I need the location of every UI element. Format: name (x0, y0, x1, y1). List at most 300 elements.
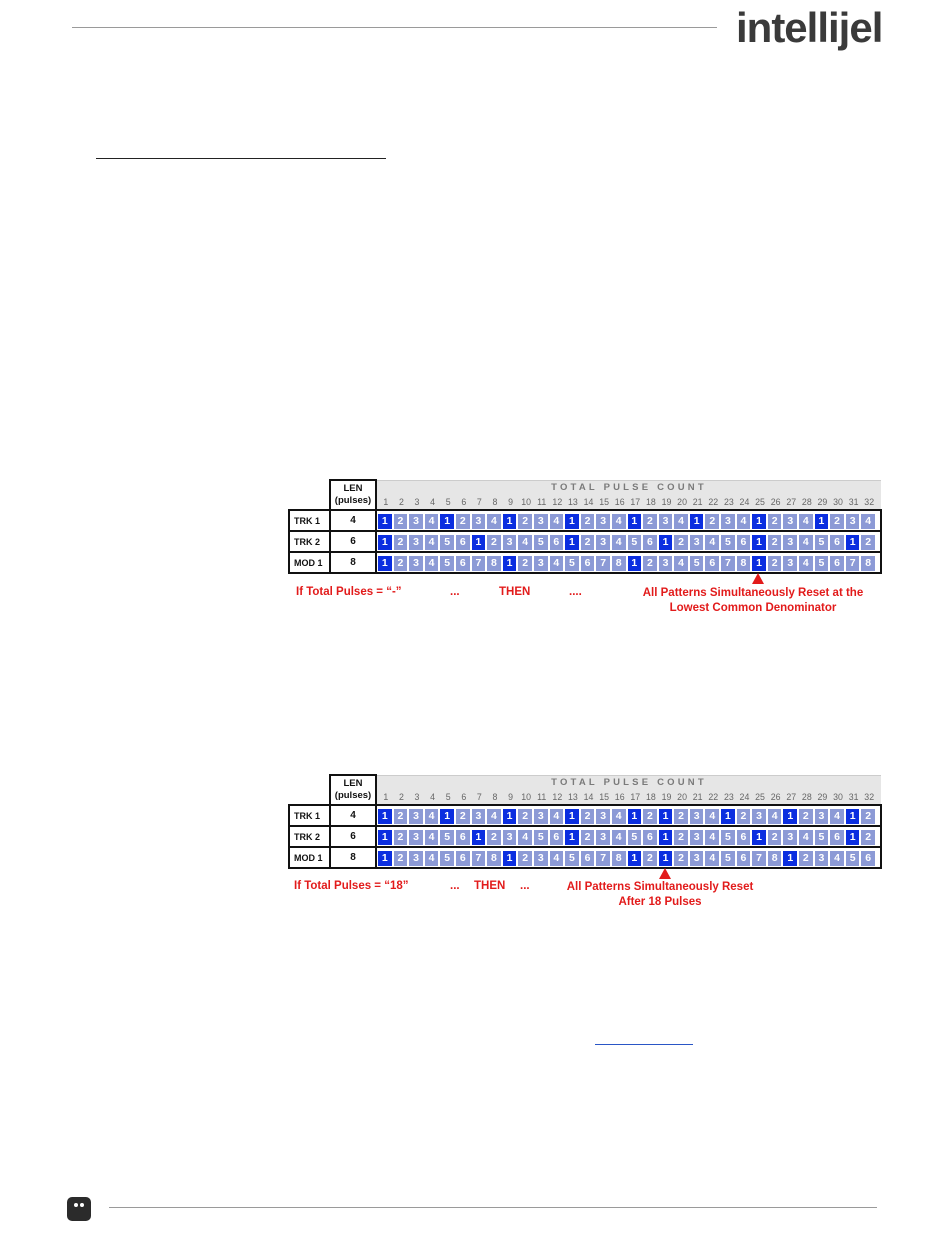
track-row (289, 826, 881, 847)
step-cell: 4 (612, 809, 626, 824)
pulse-number: 32 (864, 792, 875, 802)
step-cell: 5 (690, 556, 704, 571)
step-cell: 6 (581, 851, 595, 866)
pulse-number: 26 (770, 497, 781, 507)
step-cell: 5 (440, 535, 454, 550)
step-cell: 3 (783, 535, 797, 550)
step-cell: 2 (674, 851, 688, 866)
pulse-number: 11 (537, 497, 547, 507)
step-cell: 1 (846, 809, 860, 824)
step-cell: 3 (409, 809, 423, 824)
step-cell: 2 (705, 514, 719, 529)
pulse-grid-table (288, 479, 882, 574)
pulse-number: 21 (692, 497, 703, 507)
step-cell: 1 (659, 851, 673, 866)
track-length: 8 (330, 552, 376, 573)
step-cell: 8 (861, 556, 875, 571)
step-cell: 4 (425, 809, 439, 824)
step-cell: 3 (690, 809, 704, 824)
pulse-number: 20 (677, 792, 687, 802)
step-cell: 4 (550, 556, 564, 571)
step-cell: 1 (503, 851, 517, 866)
pulse-number: 25 (755, 497, 765, 507)
pulse-number: 15 (599, 497, 609, 507)
step-cell: 4 (612, 514, 626, 529)
step-cell: 3 (409, 851, 423, 866)
step-cell: 1 (659, 535, 673, 550)
step-cell: 3 (846, 514, 860, 529)
pulse-number-row (378, 792, 881, 802)
step-cell: 3 (596, 535, 610, 550)
step-cell: 7 (596, 556, 610, 571)
step-cell: 7 (472, 851, 486, 866)
step-cell: 1 (440, 809, 454, 824)
step-cell: 5 (628, 830, 642, 845)
step-cell: 4 (799, 830, 813, 845)
track-length: 6 (330, 826, 376, 847)
grid-corner (289, 480, 330, 510)
pulse-number: 17 (630, 497, 641, 507)
step-cell: 1 (378, 809, 392, 824)
step-cell: 1 (565, 514, 579, 529)
len-header-title: LEN (343, 483, 363, 494)
step-cell: 2 (674, 535, 688, 550)
step-cell: 4 (612, 830, 626, 845)
step-cell: 4 (612, 535, 626, 550)
step-cell: 1 (628, 514, 642, 529)
pulse-number: 19 (661, 792, 672, 802)
pulse-number: 8 (492, 792, 498, 802)
track-row (289, 805, 881, 826)
pulse-number: 22 (708, 497, 719, 507)
then-text: THEN (499, 586, 531, 598)
step-cell: 6 (705, 556, 719, 571)
step-cell: 1 (628, 556, 642, 571)
step-cell: 5 (721, 851, 735, 866)
pulse-number: 9 (508, 497, 513, 507)
step-cell: 2 (643, 556, 657, 571)
step-cell: 1 (628, 809, 642, 824)
step-cell: 3 (503, 830, 517, 845)
track-row (289, 531, 881, 552)
step-cell: 5 (440, 556, 454, 571)
reset-marker-arrow (752, 573, 764, 584)
step-cell: 4 (799, 535, 813, 550)
step-cell: 2 (861, 830, 875, 845)
step-cell: 1 (846, 535, 860, 550)
step-cell: 4 (518, 535, 532, 550)
step-cell: 3 (659, 514, 673, 529)
step-cell: 2 (456, 514, 470, 529)
step-cell: 1 (503, 514, 517, 529)
step-cell: 4 (425, 851, 439, 866)
step-cell: 2 (394, 556, 408, 571)
pulse-number: 22 (708, 792, 719, 802)
step-cell: 6 (737, 830, 751, 845)
footer-logo-icon (67, 1197, 91, 1221)
track-label: TRK 1 (289, 805, 330, 826)
total-pulse-title: TOTAL PULSE COUNT (551, 776, 707, 788)
step-cell: 1 (783, 809, 797, 824)
step-cell: 4 (799, 556, 813, 571)
step-cell: 1 (378, 535, 392, 550)
step-cell: 1 (690, 514, 704, 529)
step-cell: 4 (425, 514, 439, 529)
step-cell: 2 (581, 514, 595, 529)
step-cell: 6 (861, 851, 875, 866)
step-cell: 2 (643, 809, 657, 824)
step-cell: 8 (768, 851, 782, 866)
track-label: TRK 1 (289, 510, 330, 531)
pulse-number: 7 (476, 792, 482, 802)
step-cell: 3 (409, 514, 423, 529)
step-cell: 4 (425, 556, 439, 571)
step-cell: 7 (846, 556, 860, 571)
step-cell: 3 (534, 851, 548, 866)
step-cell: 7 (721, 556, 735, 571)
step-cells (376, 510, 881, 531)
pulse-number: 1 (383, 792, 389, 802)
len-header-unit: (pulses) (334, 790, 372, 801)
step-cell: 3 (534, 556, 548, 571)
step-cell: 8 (612, 556, 626, 571)
pulse-number: 28 (801, 497, 812, 507)
step-cell: 2 (394, 809, 408, 824)
len-header-unit: (pulses) (334, 495, 372, 506)
pulse-number: 29 (817, 497, 828, 507)
step-cell: 4 (674, 514, 688, 529)
step-cell: 1 (378, 851, 392, 866)
step-cell: 3 (534, 809, 548, 824)
step-cell: 2 (674, 809, 688, 824)
step-cell: 4 (550, 809, 564, 824)
step-cell: 6 (737, 535, 751, 550)
pulse-number: 10 (521, 792, 532, 802)
pulse-number: 14 (583, 497, 594, 507)
step-cell: 6 (550, 830, 564, 845)
step-cell: 5 (815, 556, 829, 571)
step-cell: 2 (487, 535, 501, 550)
step-cell: 6 (456, 830, 470, 845)
step-cell: 3 (596, 809, 610, 824)
step-cell: 2 (799, 809, 813, 824)
total-pulse-header (376, 775, 881, 805)
pulse-number: 14 (583, 792, 594, 802)
if-total-pulses-text: If Total Pulses = “18” (294, 880, 409, 892)
brand-logo: intellijel (736, 4, 883, 51)
step-cell: 2 (768, 514, 782, 529)
step-cell: 7 (596, 851, 610, 866)
step-cell: 2 (394, 535, 408, 550)
step-cell: 6 (581, 556, 595, 571)
step-cell: 2 (768, 830, 782, 845)
step-cell: 4 (487, 809, 501, 824)
track-label: TRK 2 (289, 826, 330, 847)
track-length: 8 (330, 847, 376, 868)
len-header (330, 775, 376, 805)
reset-result-text (550, 880, 770, 910)
track-label: MOD 1 (289, 847, 330, 868)
step-cells (376, 531, 881, 552)
pulse-number: 3 (414, 792, 420, 802)
step-cell: 1 (721, 809, 735, 824)
step-cell: 4 (487, 514, 501, 529)
step-cell: 1 (815, 514, 829, 529)
step-cell: 3 (503, 535, 517, 550)
step-cell: 2 (518, 851, 532, 866)
pulse-number: 18 (645, 792, 656, 802)
step-cell: 1 (659, 830, 673, 845)
step-cell: 5 (565, 556, 579, 571)
pulse-number: 24 (739, 792, 750, 802)
pulse-number: 5 (445, 497, 451, 507)
step-cell: 5 (721, 830, 735, 845)
pulse-number: 4 (430, 792, 436, 802)
step-cell: 2 (394, 851, 408, 866)
track-row (289, 552, 881, 573)
step-cell: 3 (690, 830, 704, 845)
step-cell: 1 (628, 851, 642, 866)
pulse-number: 2 (398, 792, 404, 802)
grid-corner (289, 775, 330, 805)
step-cell: 6 (550, 535, 564, 550)
step-cell: 2 (394, 830, 408, 845)
total-pulse-header (376, 480, 881, 510)
step-cell: 6 (456, 556, 470, 571)
step-cell: 1 (378, 556, 392, 571)
pulse-grid-table (288, 774, 882, 869)
pulse-number: 12 (552, 792, 563, 802)
step-cell: 5 (565, 851, 579, 866)
track-label: MOD 1 (289, 552, 330, 573)
step-cell: 5 (815, 535, 829, 550)
pulse-number: 3 (414, 497, 420, 507)
pulse-number: 16 (614, 497, 625, 507)
reset-result-line2: Lowest Common Denominator (669, 602, 837, 614)
step-cell: 2 (861, 535, 875, 550)
pulse-number: 24 (739, 497, 750, 507)
step-cell: 1 (846, 830, 860, 845)
track-length: 6 (330, 531, 376, 552)
step-cell: 3 (596, 514, 610, 529)
pulse-number: 31 (848, 792, 859, 802)
hyperlink-underline[interactable] (595, 1044, 693, 1045)
pulse-number: 16 (614, 792, 625, 802)
step-cell: 4 (518, 830, 532, 845)
pulse-number: 1 (383, 497, 389, 507)
step-cell: 1 (378, 830, 392, 845)
step-cell: 4 (425, 830, 439, 845)
step-cell: 2 (394, 514, 408, 529)
step-cell: 5 (440, 851, 454, 866)
pulse-number: 30 (833, 497, 843, 507)
step-cell: 2 (518, 556, 532, 571)
step-cell: 3 (690, 535, 704, 550)
track-row (289, 847, 881, 868)
pulse-number: 28 (801, 792, 812, 802)
step-cell: 1 (378, 514, 392, 529)
reset-result-line2: After 18 Pulses (618, 896, 702, 908)
step-cell: 6 (830, 830, 844, 845)
pulse-number: 7 (476, 497, 482, 507)
step-cell: 2 (487, 830, 501, 845)
len-header-title: LEN (343, 778, 363, 789)
pulse-number: 30 (833, 792, 843, 802)
pulse-number: 20 (677, 497, 687, 507)
ellipsis-2: .... (569, 586, 582, 598)
step-cell: 4 (550, 851, 564, 866)
step-cell: 2 (861, 809, 875, 824)
pulse-number: 23 (723, 497, 734, 507)
step-cell: 3 (783, 556, 797, 571)
track-length: 4 (330, 510, 376, 531)
step-cell: 6 (456, 535, 470, 550)
pulse-figure-2 (288, 774, 882, 914)
pulse-number: 32 (864, 497, 875, 507)
step-cell: 4 (705, 809, 719, 824)
pulse-number: 10 (521, 497, 532, 507)
total-pulse-title: TOTAL PULSE COUNT (551, 481, 707, 493)
step-cell: 6 (643, 535, 657, 550)
step-cell: 3 (721, 514, 735, 529)
reset-result-text (631, 586, 875, 616)
pulse-number: 25 (755, 792, 765, 802)
step-cell: 2 (768, 556, 782, 571)
step-cell: 8 (487, 851, 501, 866)
step-cell: 3 (783, 514, 797, 529)
step-cell: 5 (721, 535, 735, 550)
step-cell: 5 (534, 830, 548, 845)
step-cell: 8 (487, 556, 501, 571)
step-cell: 6 (830, 535, 844, 550)
step-cell: 3 (409, 535, 423, 550)
pulse-number: 13 (568, 792, 578, 802)
step-cell: 4 (705, 851, 719, 866)
if-total-pulses-text: If Total Pulses = “-” (296, 586, 402, 598)
pulse-number: 23 (723, 792, 734, 802)
step-cells (376, 826, 881, 847)
pulse-number: 27 (786, 497, 797, 507)
step-cells (376, 552, 881, 573)
step-cell: 4 (830, 809, 844, 824)
step-cell: 4 (799, 514, 813, 529)
step-cell: 6 (456, 851, 470, 866)
pulse-number: 17 (630, 792, 641, 802)
step-cell: 1 (472, 830, 486, 845)
pulse-number: 4 (430, 497, 436, 507)
header-rule (72, 27, 717, 28)
ellipsis-2: ... (520, 880, 530, 892)
step-cell: 1 (752, 556, 766, 571)
pulse-number: 6 (461, 792, 467, 802)
step-cell: 5 (534, 535, 548, 550)
pulse-number: 5 (445, 792, 451, 802)
step-cell: 1 (565, 535, 579, 550)
step-cell: 2 (737, 809, 751, 824)
reset-marker-arrow (659, 868, 671, 879)
step-cell: 2 (518, 514, 532, 529)
step-cell: 8 (612, 851, 626, 866)
step-cell: 8 (737, 556, 751, 571)
step-cell: 6 (643, 830, 657, 845)
step-cell: 2 (768, 535, 782, 550)
step-cell: 3 (815, 851, 829, 866)
step-cell: 3 (596, 830, 610, 845)
step-cell: 2 (674, 830, 688, 845)
step-cell: 5 (628, 535, 642, 550)
pulse-figure-1 (288, 479, 882, 619)
step-cell: 2 (643, 851, 657, 866)
step-cell: 3 (472, 514, 486, 529)
step-cell: 4 (861, 514, 875, 529)
reset-result-line1: All Patterns Simultaneously Reset (566, 881, 754, 893)
step-cell: 1 (752, 535, 766, 550)
pulse-number: 21 (692, 792, 703, 802)
step-cell: 3 (472, 809, 486, 824)
pulse-number: 31 (848, 497, 859, 507)
step-cell: 4 (737, 514, 751, 529)
step-cell: 2 (799, 851, 813, 866)
pulse-number: 27 (786, 792, 797, 802)
step-cell: 1 (565, 809, 579, 824)
pulse-number: 2 (398, 497, 404, 507)
step-cells (376, 805, 881, 826)
step-cell: 3 (783, 830, 797, 845)
step-cell: 1 (503, 809, 517, 824)
step-cell: 4 (425, 535, 439, 550)
step-cell: 4 (550, 514, 564, 529)
step-cell: 1 (659, 809, 673, 824)
step-cell: 3 (659, 556, 673, 571)
step-cell: 4 (705, 830, 719, 845)
pulse-number: 18 (645, 497, 656, 507)
pulse-number: 8 (492, 497, 498, 507)
step-cell: 1 (503, 556, 517, 571)
step-cell: 4 (830, 851, 844, 866)
track-row (289, 510, 881, 531)
step-cell: 3 (752, 809, 766, 824)
step-cell: 2 (581, 830, 595, 845)
step-cell: 3 (815, 809, 829, 824)
step-cell: 7 (472, 556, 486, 571)
step-cell: 3 (409, 830, 423, 845)
step-cells (376, 847, 881, 868)
step-cell: 3 (690, 851, 704, 866)
track-length: 4 (330, 805, 376, 826)
pulse-number: 15 (599, 792, 609, 802)
step-cell: 4 (674, 556, 688, 571)
pulse-number: 9 (508, 792, 513, 802)
step-cell: 2 (456, 809, 470, 824)
pulse-number: 26 (770, 792, 781, 802)
step-cell: 1 (783, 851, 797, 866)
step-cell: 1 (472, 535, 486, 550)
step-cell: 1 (752, 830, 766, 845)
step-cell: 2 (643, 514, 657, 529)
step-cell: 1 (752, 514, 766, 529)
step-cell: 4 (768, 809, 782, 824)
pulse-number: 6 (461, 497, 467, 507)
step-cell: 2 (518, 809, 532, 824)
section-heading-rule (96, 158, 386, 159)
step-cell: 5 (440, 830, 454, 845)
step-cell: 7 (752, 851, 766, 866)
step-cell: 5 (815, 830, 829, 845)
step-cell: 1 (565, 830, 579, 845)
ellipsis-1: ... (450, 586, 460, 598)
pulse-number: 13 (568, 497, 578, 507)
step-cell: 1 (440, 514, 454, 529)
